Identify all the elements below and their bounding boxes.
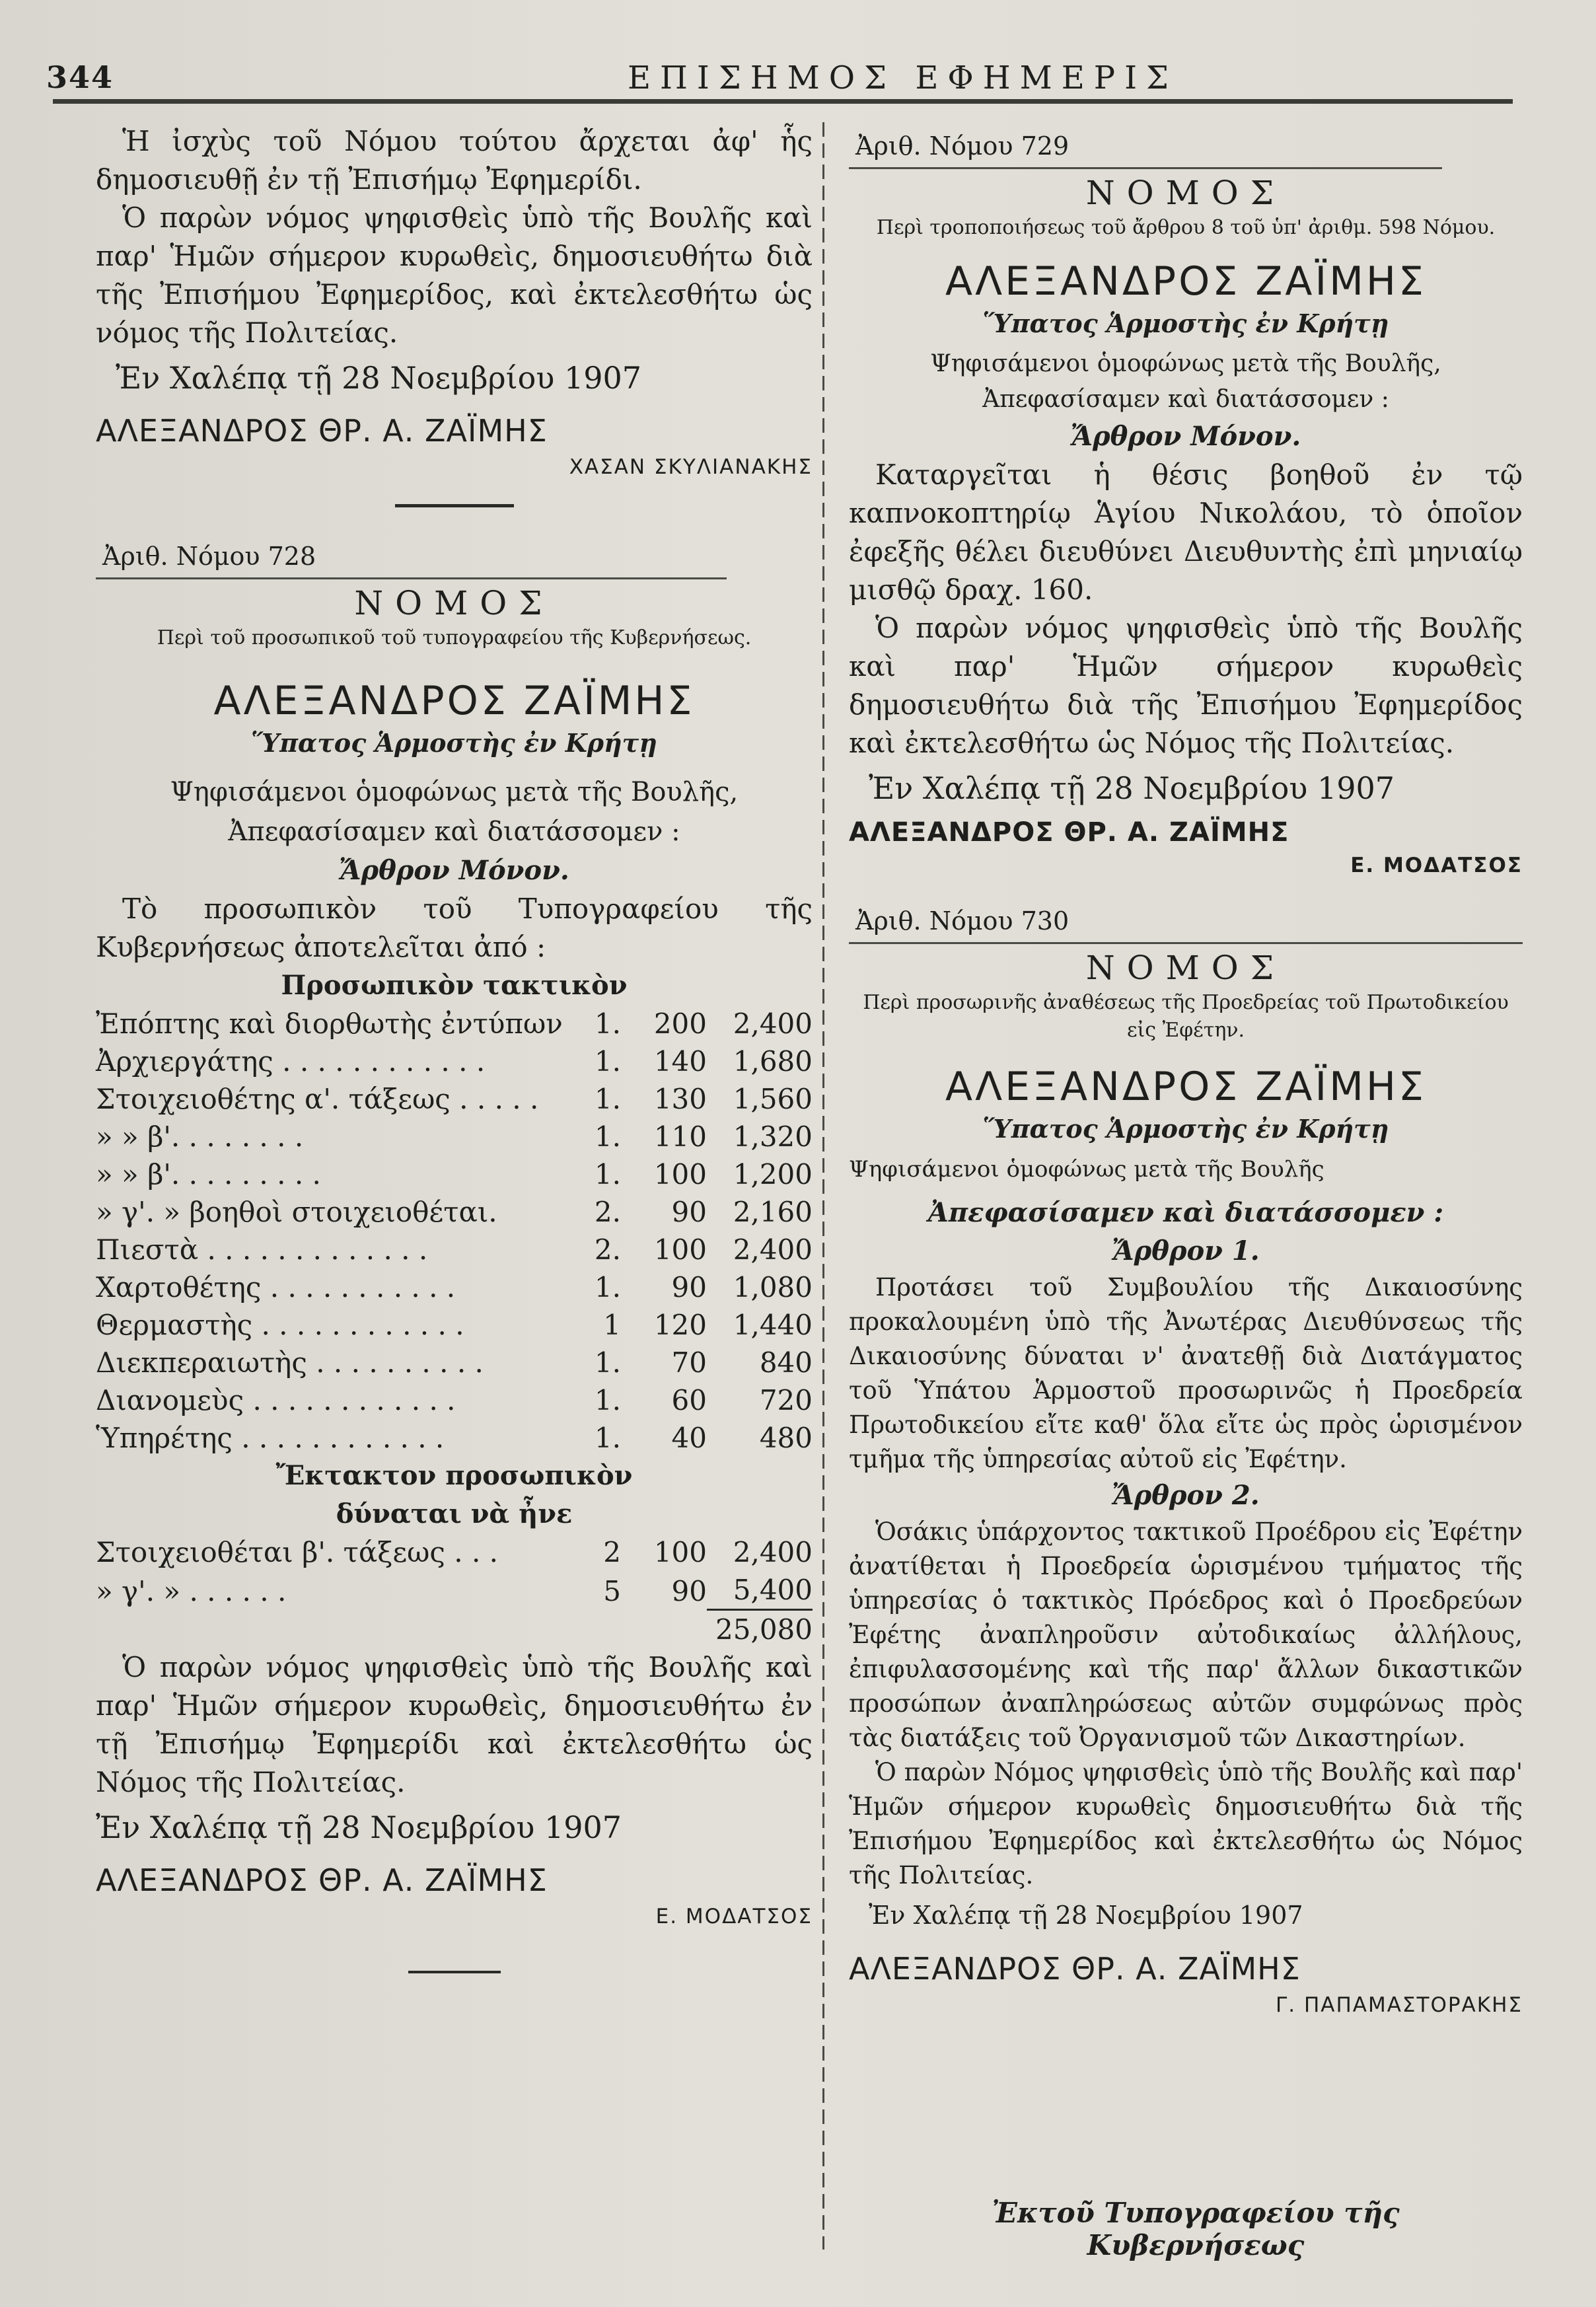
staff-total: 2,400: [733, 1536, 813, 1568]
staff-total: 5,400: [733, 1574, 813, 1606]
staff-count: 5: [603, 1574, 621, 1607]
staff-salary: 70: [671, 1346, 707, 1379]
regular-staff-table: [96, 1005, 813, 1457]
king-title: Ὕπατος Ἁρμοστὴς ἐν Κρήτῃ: [982, 1114, 1389, 1144]
staff-role: Θερμαστὴς . . . . . . . . . . . .: [96, 1309, 464, 1341]
law-subject: Περὶ τοῦ προσωπικοῦ τοῦ τυπογραφείου τῆς Κυβερνήσεως.: [157, 626, 752, 649]
staff-role: » γ'. » βοηθοὶ στοιχειοθέται.: [96, 1196, 497, 1228]
law-signature: ΑΛΕΞΑΝΔΡΟΣ ΘΡ. Α. ΖΑΪΜΗΣ: [849, 1951, 1301, 1987]
table-row: [96, 1533, 813, 1571]
staff-role: Ὑπηρέτης . . . . . . . . . . . .: [96, 1422, 445, 1454]
table-row: [96, 1268, 813, 1306]
staff-salary: 100: [653, 1158, 707, 1190]
staff-total: 720: [759, 1384, 813, 1416]
law-rule: [96, 577, 727, 579]
king-title: Ὕπατος Ἁρμοστὴς ἐν Κρήτῃ: [982, 309, 1389, 338]
law-title: ΝΟΜΟΣ: [354, 584, 554, 622]
article-text: Τὸ προσωπικὸν τοῦ Τυπογραφείου τῆς Κυβερνήσεως ἀποτελεῖται ἀπό :: [96, 893, 813, 963]
staff-count: 1.: [594, 1384, 621, 1416]
section-ornament: [395, 504, 514, 507]
table-row: [96, 1610, 813, 1649]
voted-line: Ψηφισάμενοι ὁμοφώνως μετὰ τῆς Βουλῆς,: [170, 777, 739, 807]
table-row: [96, 1080, 813, 1118]
article-2-heading: Ἄρθρον 2.: [1112, 1480, 1260, 1511]
staff-total: 480: [759, 1422, 813, 1454]
staff-role: » γ'. » . . . . . .: [96, 1574, 287, 1607]
table-row: [96, 1381, 813, 1419]
staff-total: 1,080: [733, 1271, 813, 1303]
page-number: 344: [46, 59, 114, 95]
staff-role: Διεκπεραιωτὴς . . . . . . . . . .: [96, 1346, 484, 1379]
staff-role: » » β'. . . . . . . .: [96, 1120, 304, 1153]
left-column: [96, 122, 813, 1973]
staff-role: Χαρτοθέτης . . . . . . . . . . .: [96, 1271, 456, 1303]
intro-date: Ἐν Χαλέπᾳ τῇ 28 Νοεμβρίου 1907: [116, 360, 642, 396]
staff-role: Ἐπόπτης καὶ διορθωτὴς ἐντύπων: [96, 1007, 563, 1040]
staff-total: 2,400: [733, 1007, 813, 1040]
right-column: [849, 122, 1523, 2020]
law-minister: Ε. ΜΟΔΑΤΣΟΣ: [655, 1905, 813, 1928]
decide-line: Ἀπεφασίσαμεν καὶ διατάσσομεν :: [927, 1197, 1444, 1228]
law-728: [96, 539, 813, 1973]
staff-count: 1.: [594, 1007, 621, 1040]
staff-role: Στοιχειοθέται β'. τάξεως . . .: [96, 1536, 498, 1568]
article-heading: Ἄρθρον Μόνον.: [339, 855, 569, 886]
law-minister: Γ. ΠΑΠΑΜΑΣΤΟΡΑΚΗΣ: [1275, 1993, 1523, 2017]
closing-paragraph: Ὁ παρὼν Νόμος ψηφισθεὶς ὑπὸ τῆς Βουλῆς καὶ παρ' Ἡμῶν σήμερον κυρωθεὶς δημοσιευθήτω διὰ τῆς Ἐπισήμου Ἐφημερίδος καὶ ἐκτελεσθήτω ὡς Νόμος τῆς Πολιτείας.: [849, 1758, 1523, 1889]
staff-count: 1.: [594, 1422, 621, 1454]
law-number: Ἀριθ. Νόμου 728: [102, 542, 316, 571]
gazette-title: ΕΠΙΣΗΜΟΣ ΕΦΗΜΕΡΙΣ: [628, 59, 1178, 96]
law-rule: [849, 167, 1442, 169]
law-title: ΝΟΜΟΣ: [1085, 949, 1286, 987]
law-number: Ἀριθ. Νόμου 729: [855, 131, 1070, 161]
staff-salary: 90: [671, 1574, 707, 1607]
staff-count: 1.: [594, 1083, 621, 1115]
law-subject: Περὶ προσωρινῆς ἀναθέσεως τῆς Προεδρείας τοῦ Πρωτοδικείου εἰς Ἐφέτην.: [863, 991, 1509, 1042]
king-name: ΑΛΕΞΑΝΔΡΟΣ ΖΑΪΜΗΣ: [945, 1064, 1426, 1110]
voted-line: Ψηφισάμενοι ὁμοφώνως μετὰ τῆς Βουλῆς: [849, 1156, 1324, 1183]
staff-role: » » β'. . . . . . . . .: [96, 1158, 321, 1190]
staff-total: 840: [759, 1346, 813, 1379]
staff-role: Διανομεὺς . . . . . . . . . . . .: [96, 1384, 456, 1416]
staff-salary: 110: [653, 1120, 707, 1153]
staff-count: 1.: [594, 1158, 621, 1190]
staff-count: 1.: [594, 1120, 621, 1153]
law-date: Ἐν Χαλέπᾳ τῇ 28 Νοεμβρίου 1907: [96, 1810, 622, 1845]
staff-total: 1,680: [733, 1045, 813, 1078]
staff-total: 1,560: [733, 1083, 813, 1115]
staff-total: 1,320: [733, 1120, 813, 1153]
law-729: [849, 129, 1523, 880]
staff-count: 2.: [594, 1196, 621, 1228]
staff-salary: 90: [671, 1271, 707, 1303]
header-rule: [53, 99, 1513, 104]
staff-salary: 60: [671, 1384, 707, 1416]
staff-salary: 140: [653, 1045, 707, 1078]
table-row: [96, 1193, 813, 1231]
table-row: [96, 1571, 813, 1610]
staff-salary: 90: [671, 1196, 707, 1228]
table-row: [96, 1043, 813, 1080]
extra-staff-subheading: δύναται νὰ ἦνε: [336, 1498, 573, 1529]
staff-role: Πιεστὰ . . . . . . . . . . . . .: [96, 1233, 428, 1266]
staff-count: 1.: [594, 1271, 621, 1303]
table-row: [96, 1231, 813, 1268]
table-row: [96, 1419, 813, 1457]
law-rule: [849, 942, 1523, 944]
table-row: [96, 1118, 813, 1155]
article-1-text: Προτάσει τοῦ Συμβουλίου τῆς Δικαιοσύνης προκαλουμένη ὑπὸ τῆς Ἀνωτέρας Διευθύνσεως τῆς Δικαιοσύνης δύναται ν' ἀνατεθῇ διὰ Διατάγματος τοῦ Ὑπάτου Ἁρμοστοῦ προσωρινῶς ἡ Προεδρεία Πρωτοδικείου εἴτε καθ' ὅλα εἴτε ὡς πρὸς ὡρισμένον τμῆμα τῆς ὑπηρεσίας αὐτοῦ εἰς Ἐφέτην.: [849, 1273, 1523, 1473]
king-name: ΑΛΕΞΑΝΔΡΟΣ ΖΑΪΜΗΣ: [213, 678, 695, 724]
table-row: [96, 1155, 813, 1193]
article-2-text: Ὁσάκις ὑπάρχοντος τακτικοῦ Προέδρου εἰς Ἐφέτην ἀνατίθεται ἡ Προεδρεία ὡρισμένου τμήματος τῆς ὑπηρεσίας ὁ τακτικὸς Πρόεδρος καὶ ὁ Προεδρεύων Ἐφέτης ἀναπληροῦσιν αὐτοδικαίως ἀλλήλους, ἐπιφυλασσομένης καὶ τῆς παρ' ἄλλων δικαστικῶν προσώπων ἀναπληρώσεως αὐτῶν συμφώνως πρὸς τὰς διατάξεις τοῦ Ὀργανισμοῦ τῶν Δικαστηρίων.: [849, 1518, 1523, 1752]
intro-minister: ΧΑΣΑΝ ΣΚΥΛΙΑΝΑΚΗΣ: [569, 455, 813, 479]
decide-line: Ἀπεφασίσαμεν καὶ διατάσσομεν :: [982, 386, 1389, 413]
king-title: Ὕπατος Ἁρμοστὴς ἐν Κρήτῃ: [251, 728, 657, 758]
article-heading: Ἄρθρον Μόνον.: [1070, 421, 1301, 452]
law-title: ΝΟΜΟΣ: [1085, 174, 1286, 212]
king-name: ΑΛΕΞΑΝΔΡΟΣ ΖΑΪΜΗΣ: [945, 258, 1426, 305]
closing-paragraph: Ὁ παρὼν νόμος ψηφισθεὶς ὑπὸ τῆς Βουλῆς καὶ παρ' Ἡμῶν σήμερον κυρωθεὶς, δημοσιευθήτω ἐν τῇ Ἐπισήμῳ Ἐφημερίδι καὶ ἐκτελεσθήτω ὡς Νόμος τῆς Πολιτείας.: [96, 1651, 813, 1798]
column-divider: [822, 122, 824, 2250]
table-row: [96, 1005, 813, 1043]
staff-total: 1,440: [733, 1309, 813, 1341]
printer-imprint: Ἐκτοῦ Τυπογραφείου τῆς Κυβερνήσεως: [992, 2197, 1400, 2261]
staff-salary: 200: [653, 1007, 707, 1040]
voted-line: Ψηφισάμενοι ὁμοφώνως μετὰ τῆς Βουλῆς,: [930, 350, 1441, 377]
article-text: Καταργεῖται ἡ θέσις βοηθοῦ ἐν τῷ καπνοκοπτηρίῳ Ἁγίου Νικολάου, τὸ ὁποῖον ἐφεξῆς θέλει διευθύνει Διευθυντὴς ἐπὶ μηνιαίῳ μισθῷ δραχ. 160.: [849, 458, 1523, 606]
staff-salary: 100: [653, 1233, 707, 1266]
staff-salary: 130: [653, 1083, 707, 1115]
staff-count: 1.: [594, 1346, 621, 1379]
law-signature: ΑΛΕΞΑΝΔΡΟΣ ΘΡ. Α. ΖΑΪΜΗΣ: [96, 1862, 548, 1898]
table-row: [96, 1344, 813, 1381]
intro-signature: ΑΛΕΞΑΝΔΡΟΣ ΘΡ. Α. ΖΑΪΜΗΣ: [96, 413, 548, 449]
regular-staff-heading: Προσωπικὸν τακτικὸν: [281, 970, 628, 1001]
staff-salary: 120: [653, 1309, 707, 1341]
staff-count: 1: [603, 1309, 621, 1341]
decide-line: Ἀπεφασίσαμεν καὶ διατάσσομεν :: [228, 817, 680, 847]
law-730: [849, 904, 1523, 2020]
end-ornament: [408, 1971, 501, 1973]
staff-total: 2,400: [733, 1233, 813, 1266]
table-row: [96, 1306, 813, 1344]
law-date: Ἐν Χαλέπᾳ τῇ 28 Νοεμβρίου 1907: [869, 770, 1395, 806]
law-date: Ἐν Χαλέπᾳ τῇ 28 Νοεμβρίου 1907: [869, 1901, 1303, 1930]
extra-staff-table: [96, 1533, 813, 1648]
staff-role: Ἀρχιεργάτης . . . . . . . . . . . .: [96, 1045, 486, 1078]
staff-total: 1,200: [733, 1158, 813, 1190]
law-subject: Περὶ τροποποιήσεως τοῦ ἄρθρου 8 τοῦ ὑπ' ἀριθμ. 598 Νόμου.: [876, 216, 1496, 239]
staff-count: 1.: [594, 1045, 621, 1078]
staff-count: 2: [603, 1536, 621, 1568]
article-1-heading: Ἄρθρον 1.: [1112, 1235, 1260, 1266]
intro-paragraph-1: Ἡ ἰσχὺς τοῦ Νόμου τούτου ἄρχεται ἀφ' ἧς δημοσιευθῇ ἐν τῇ Ἐπισήμῳ Ἐφημερίδι.: [96, 125, 813, 196]
extra-staff-heading: Ἔκτακτον προσωπικὸν: [275, 1460, 633, 1491]
closing-paragraph: Ὁ παρὼν νόμος ψηφισθεὶς ὑπὸ τῆς Βουλῆς καὶ παρ' Ἡμῶν σήμερον κυρωθεὶς δημοσιευθήτω διὰ τῆς Ἐπισήμου Ἐφημερίδος καὶ ἐκτελεσθήτω ὡς Νόμος τῆς Πολιτείας.: [849, 612, 1523, 759]
law-minister: Ε. ΜΟΔΑΤΣΟΣ: [1350, 854, 1523, 877]
law-signature: ΑΛΕΞΑΝΔΡΟΣ ΘΡ. Α. ΖΑΪΜΗΣ: [849, 817, 1289, 848]
page-header: [46, 53, 1506, 119]
staff-salary: 100: [653, 1536, 707, 1568]
intro-paragraph-2: Ὁ παρὼν νόμος ψηφισθεὶς ὑπὸ τῆς Βουλῆς καὶ παρ' Ἡμῶν σήμερον κυρωθεὶς, δημοσιευθήτω διὰ τῆς Ἐπισήμου Ἐφημερίδος, καὶ ἐκτελεσθήτω ὡς νόμος τῆς Πολιτείας.: [96, 201, 813, 349]
grand-total: 25,080: [707, 1610, 813, 1649]
law-number: Ἀριθ. Νόμου 730: [855, 906, 1070, 935]
staff-total: 2,160: [733, 1196, 813, 1228]
staff-role: Στοιχειοθέτης α'. τάξεως . . . . .: [96, 1083, 539, 1115]
staff-count: 2.: [594, 1233, 621, 1266]
staff-salary: 40: [671, 1422, 707, 1454]
